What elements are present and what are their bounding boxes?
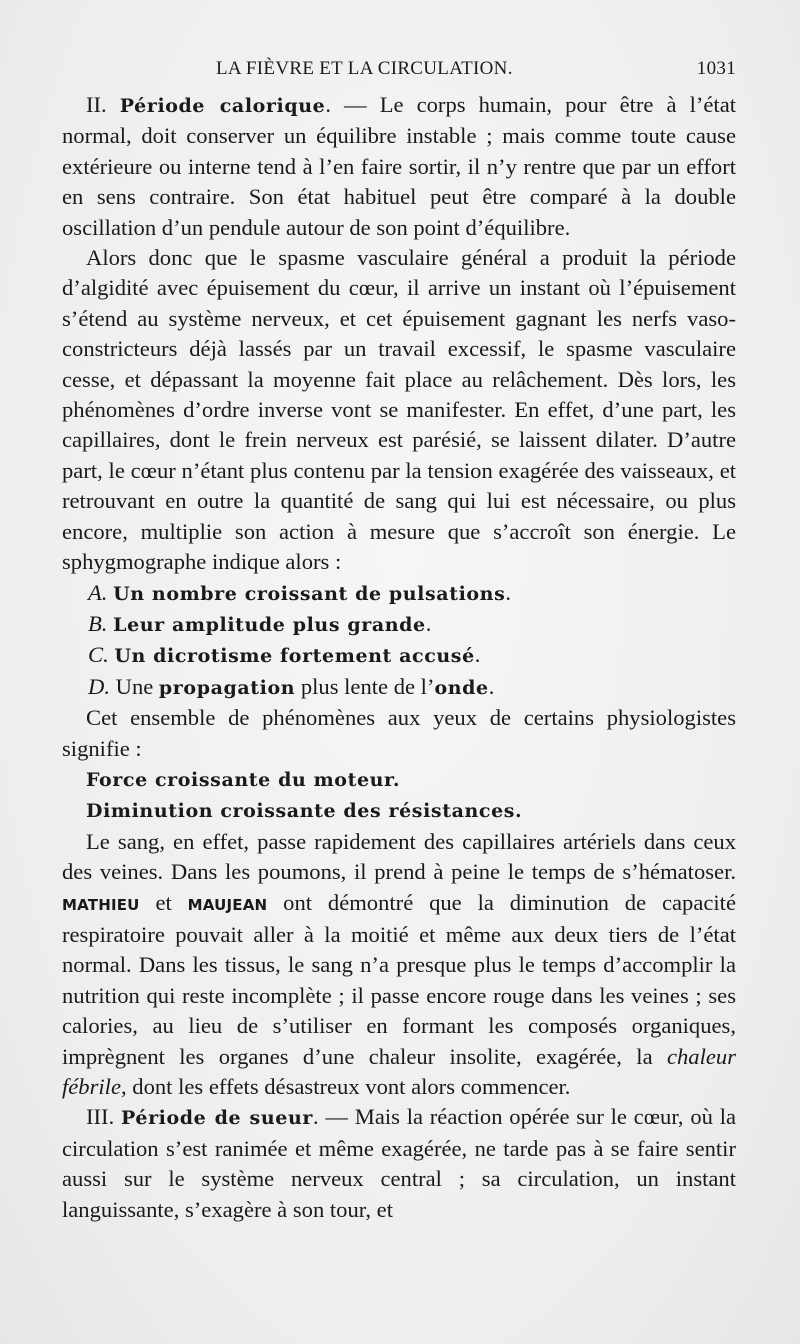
item-letter: C. xyxy=(88,642,109,668)
paragraph-ensemble: Cet ensemble de phénomènes aux yeux de certains physiologistes signifie : xyxy=(62,705,736,761)
item-bold-text: Un nombre croissant de pulsations xyxy=(113,582,506,605)
italic-term: chaleur fébrile xyxy=(62,1043,736,1099)
section-3-text: . — Mais la réaction opérée sur le cœur, où la circulation s’est ranimée et même exagérée, ne tarde pas à se faire sentir aussi sur le système nerveux central ; sa circulation, un instant languissante, s’exagère à son tour, et xyxy=(62,1104,736,1222)
section-2-paragraph xyxy=(62,90,736,243)
item-bold-text-2: onde xyxy=(434,676,489,699)
page-number: 1031 xyxy=(696,58,736,79)
item-bold-text: propagation xyxy=(158,676,296,699)
item-bold-text: Leur amplitude plus grande xyxy=(113,613,426,636)
paragraph-sang: Le sang, en effet, passe rapidement des capillaires artériels dans ceux des veines. Dans les poumons, il prend à peine le temps de s’hématoser. MATHIEU et MAUJEAN ont démontré que la diminution de capacité respiratoire pouvait aller à la moitié et même aux deux tiers de l’état normal. Dans les tissus, le sang n’a presque plus le temps d’accomplir la nutrition qui reste incomplète ; il passe encore rouge dans les veines ; ses calories, au lieu de s’utiliser en formant les composés organiques, imprègnent les organes d’une chaleur insolite, exagérée, la chaleur fébrile, dont les effets désastreux vont alors commencer. xyxy=(62,828,736,1099)
running-title: LA FIÈVRE ET LA CIRCULATION. xyxy=(216,58,513,79)
diminution-line: Diminution croissante des résistances. xyxy=(86,800,523,823)
body-text xyxy=(62,90,736,1225)
section-3-paragraph xyxy=(62,1102,736,1225)
item-bold-text: Un dicrotisme fortement accusé xyxy=(114,645,475,668)
paragraph-spasme: Alors donc que le spasme vasculaire général a produit la période d’algidité avec épuisement du cœur, il arrive un instant où l’épuisement s’étend au système nerveux, et cet épuisement gagnant les nerfs vaso-constricteurs déjà lassés par un travail excessif, le spasme vasculaire cesse, et dépassant la moyenne fait place au relâchement. Dès lors, les phénomènes d’ordre inverse vont se manifester. En effet, d’une part, les capillaires, dont le frein nerveux est parésié, se laissent dilater. D’autre part, le cœur n’étant plus contenu par la tension exagérée des vaisseaux, et retrouvant en outre la quantité de sang qui lui est nécessaire, ou plus encore, multiplie son action à mesure que s’accroît son énergie. Le sphygmographe indique alors : xyxy=(62,245,736,575)
section-2-numeral: II. xyxy=(86,92,107,117)
item-letter: A. xyxy=(88,579,108,605)
item-letter: B. xyxy=(88,610,108,636)
section-3-title: Période de sueur xyxy=(121,1107,313,1130)
section-2-title: Période calorique xyxy=(119,95,326,117)
list-item-d: D. Une propagation plus lente de l’onde. xyxy=(88,673,495,699)
list-item-c: C. Un dicrotisme fortement accusé. xyxy=(88,642,481,668)
page-header xyxy=(88,58,736,88)
list-item-b: B. Leur amplitude plus grande. xyxy=(88,610,432,636)
author-name-mathieu: MATHIEU xyxy=(62,895,140,914)
list-item-a: A. Un nombre croissant de pulsations. xyxy=(88,579,512,605)
author-name-maujean: MAUJEAN xyxy=(187,895,268,914)
force-line: Force croissante du moteur. xyxy=(86,768,401,791)
section-2-text: . — Le corps humain, pour être à l’état normal, doit conserver un équilibre instable ; mais comme toute cause extérieure ou interne tend à l’en faire sortir, il n’y rentre que par un effort en sens contraire. Son état habituel peut être comparé à la double oscillation d’un pendule autour de son point d’équilibre. xyxy=(62,92,736,240)
item-letter: D. xyxy=(88,673,110,699)
section-3-numeral: III. xyxy=(86,1104,115,1130)
